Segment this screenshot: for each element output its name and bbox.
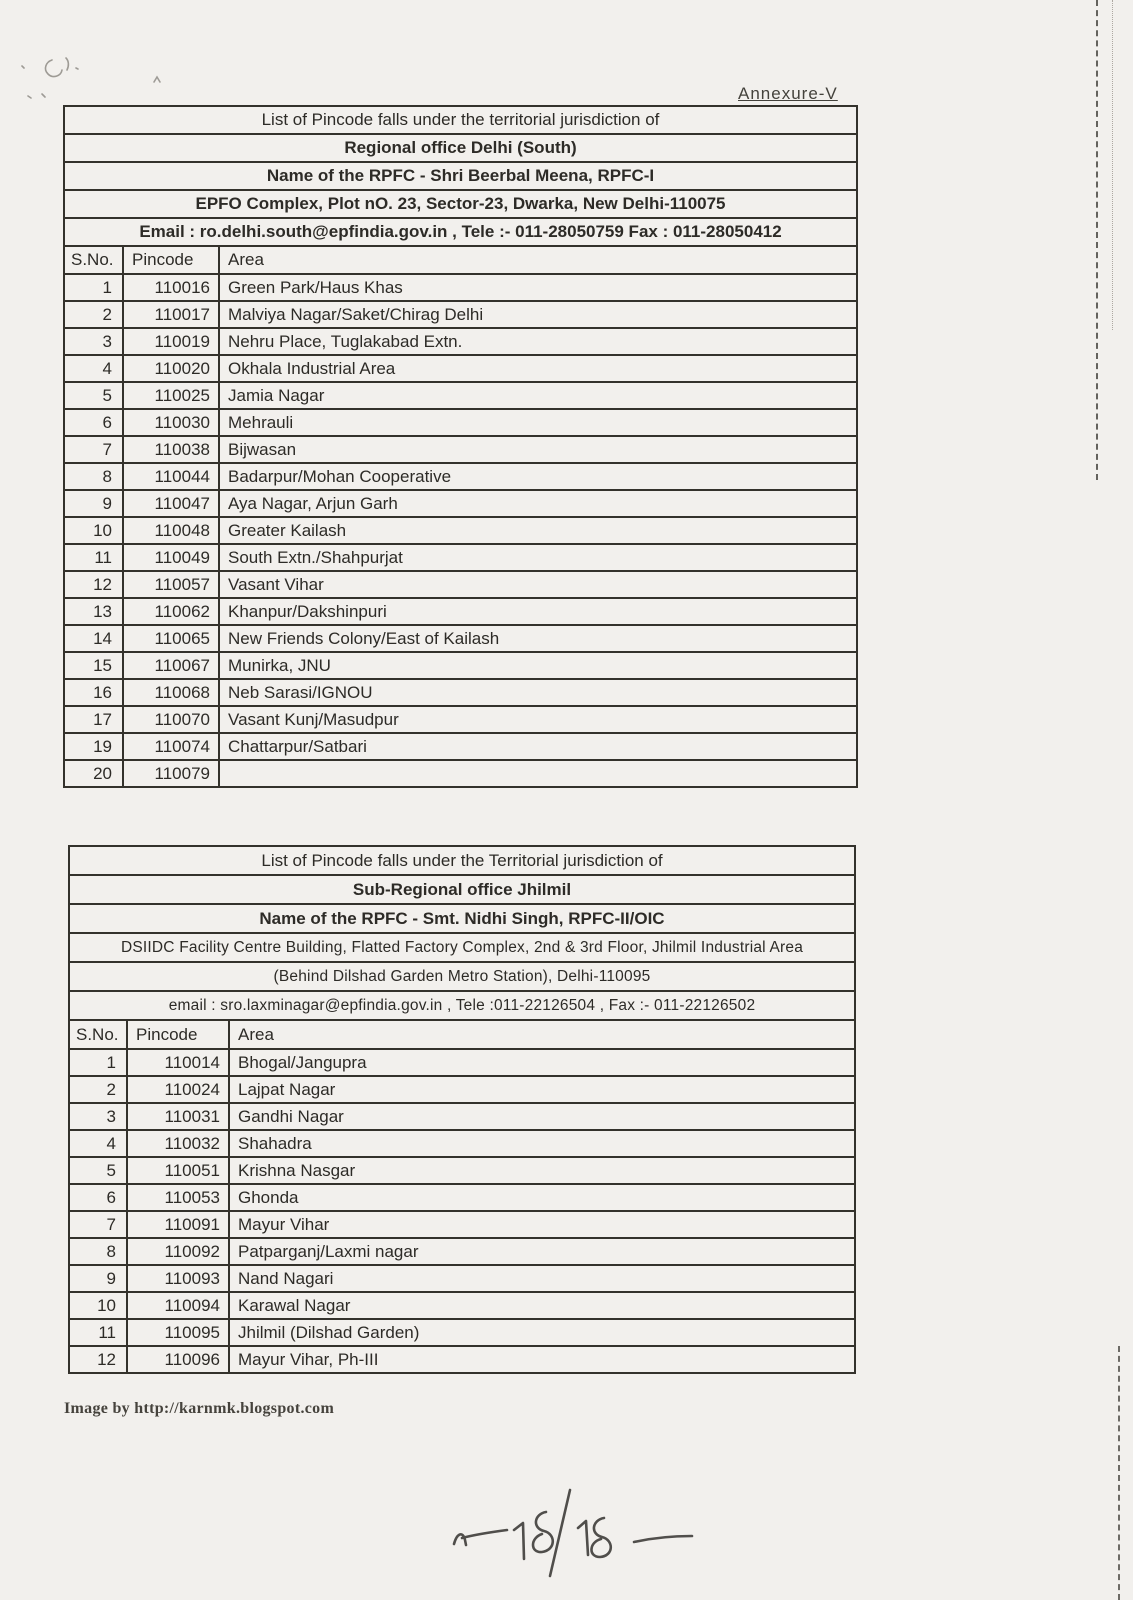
table-row xyxy=(69,1265,855,1292)
table-row xyxy=(64,274,857,301)
table2-address1: DSIIDC Facility Centre Building, Flatted Factory Complex, 2nd & 3rd Floor, Jhilmil Industrial Area xyxy=(69,933,855,962)
row-pincode: 110093 xyxy=(127,1265,229,1292)
row-sno: 9 xyxy=(64,490,123,517)
table1-col-header-area: Area xyxy=(219,246,857,274)
row-pincode: 110051 xyxy=(127,1157,229,1184)
row-area: Munirka, JNU xyxy=(219,652,857,679)
table-row xyxy=(69,1076,855,1103)
table-row xyxy=(64,409,857,436)
table-row xyxy=(69,1292,855,1319)
row-sno: 7 xyxy=(64,436,123,463)
row-area: Bijwasan xyxy=(219,436,857,463)
row-sno: 8 xyxy=(69,1238,127,1265)
row-pincode: 110016 xyxy=(123,274,219,301)
scan-edge-line xyxy=(1118,1346,1120,1600)
table1-title: List of Pincode falls under the territorial jurisdiction of xyxy=(64,106,857,134)
row-area: Krishna Nasgar xyxy=(229,1157,855,1184)
row-area: Green Park/Haus Khas xyxy=(219,274,857,301)
pincode-table-jhilmil xyxy=(68,845,856,1374)
row-area: Chattarpur/Satbari xyxy=(219,733,857,760)
row-sno: 1 xyxy=(69,1049,127,1076)
row-sno: 10 xyxy=(69,1292,127,1319)
annexure-label: Annexure-V xyxy=(738,84,838,103)
row-area: Nand Nagari xyxy=(229,1265,855,1292)
row-pincode: 110065 xyxy=(123,625,219,652)
row-area: Vasant Kunj/Masudpur xyxy=(219,706,857,733)
table-row xyxy=(64,625,857,652)
table-row xyxy=(69,1238,855,1265)
row-pincode: 110032 xyxy=(127,1130,229,1157)
table-row xyxy=(64,355,857,382)
row-sno: 2 xyxy=(69,1076,127,1103)
row-area: Aya Nagar, Arjun Garh xyxy=(219,490,857,517)
row-pincode: 110096 xyxy=(127,1346,229,1373)
row-area: Bhogal/Jangupra xyxy=(229,1049,855,1076)
row-sno: 5 xyxy=(64,382,123,409)
table-row xyxy=(64,652,857,679)
row-area: Vasant Vihar xyxy=(219,571,857,598)
table2-title: List of Pincode falls under the Territorial jurisdiction of xyxy=(69,846,855,875)
row-pincode: 110057 xyxy=(123,571,219,598)
table-row xyxy=(69,1103,855,1130)
row-area: Malviya Nagar/Saket/Chirag Delhi xyxy=(219,301,857,328)
scan-edge-line xyxy=(1096,0,1098,480)
row-sno: 12 xyxy=(64,571,123,598)
table-row xyxy=(69,1184,855,1211)
table-row xyxy=(64,328,857,355)
table-row xyxy=(69,1211,855,1238)
table-row xyxy=(69,1130,855,1157)
row-area: Mehrauli xyxy=(219,409,857,436)
pincode-table-delhi-south xyxy=(63,105,858,788)
row-pincode: 110070 xyxy=(123,706,219,733)
row-pincode: 110017 xyxy=(123,301,219,328)
table-row xyxy=(64,463,857,490)
row-pincode: 110025 xyxy=(123,382,219,409)
table-row xyxy=(64,436,857,463)
row-pincode: 110031 xyxy=(127,1103,229,1130)
row-pincode: 110030 xyxy=(123,409,219,436)
row-area: Gandhi Nagar xyxy=(229,1103,855,1130)
row-pincode: 110094 xyxy=(127,1292,229,1319)
row-pincode: 110038 xyxy=(123,436,219,463)
row-sno: 11 xyxy=(69,1319,127,1346)
table1-rpfc: Name of the RPFC - Shri Beerbal Meena, RPFC-I xyxy=(64,162,857,190)
table-row xyxy=(64,517,857,544)
row-pincode: 110024 xyxy=(127,1076,229,1103)
row-area: Jamia Nagar xyxy=(219,382,857,409)
row-pincode: 110047 xyxy=(123,490,219,517)
row-pincode: 110095 xyxy=(127,1319,229,1346)
row-pincode: 110091 xyxy=(127,1211,229,1238)
table-row xyxy=(64,679,857,706)
row-sno: 7 xyxy=(69,1211,127,1238)
row-area: Patparganj/Laxmi nagar xyxy=(229,1238,855,1265)
handwritten-page-number xyxy=(438,1478,708,1598)
row-area: Lajpat Nagar xyxy=(229,1076,855,1103)
row-pincode: 110068 xyxy=(123,679,219,706)
row-sno: 1 xyxy=(64,274,123,301)
row-pincode: 110014 xyxy=(127,1049,229,1076)
row-area: Badarpur/Mohan Cooperative xyxy=(219,463,857,490)
table2-office: Sub-Regional office Jhilmil xyxy=(69,875,855,904)
table2-col-header-pincode: Pincode xyxy=(127,1020,229,1049)
row-sno: 3 xyxy=(69,1103,127,1130)
row-area: New Friends Colony/East of Kailash xyxy=(219,625,857,652)
row-sno: 6 xyxy=(64,409,123,436)
table1-col-header-sno: S.No. xyxy=(64,246,123,274)
table-row xyxy=(64,733,857,760)
row-pincode: 110074 xyxy=(123,733,219,760)
row-pincode: 110067 xyxy=(123,652,219,679)
row-sno: 14 xyxy=(64,625,123,652)
table-row xyxy=(64,598,857,625)
row-area: Okhala Industrial Area xyxy=(219,355,857,382)
row-sno: 16 xyxy=(64,679,123,706)
footer-credit: Image by http://karnmk.blogspot.com xyxy=(64,1400,335,1417)
row-area: Mayur Vihar xyxy=(229,1211,855,1238)
row-area: Nehru Place, Tuglakabad Extn. xyxy=(219,328,857,355)
table1-office: Regional office Delhi (South) xyxy=(64,134,857,162)
table2-col-header-sno: S.No. xyxy=(69,1020,127,1049)
row-sno: 4 xyxy=(64,355,123,382)
row-sno: 4 xyxy=(69,1130,127,1157)
table-row xyxy=(64,544,857,571)
table-row xyxy=(64,706,857,733)
row-sno: 20 xyxy=(64,760,123,787)
row-sno: 2 xyxy=(64,301,123,328)
table-row xyxy=(69,1049,855,1076)
row-sno: 19 xyxy=(64,733,123,760)
table1-col-header-pincode: Pincode xyxy=(123,246,219,274)
row-area: Ghonda xyxy=(229,1184,855,1211)
table-row xyxy=(64,382,857,409)
row-sno: 3 xyxy=(64,328,123,355)
row-pincode: 110092 xyxy=(127,1238,229,1265)
row-sno: 6 xyxy=(69,1184,127,1211)
table2-col-header-area: Area xyxy=(229,1020,855,1049)
row-area: Karawal Nagar xyxy=(229,1292,855,1319)
row-sno: 11 xyxy=(64,544,123,571)
table-row xyxy=(69,1157,855,1184)
table2-contact: email : sro.laxminagar@epfindia.gov.in , Tele :011-22126504 , Fax :- 011-22126502 xyxy=(69,991,855,1020)
table1-address: EPFO Complex, Plot nO. 23, Sector-23, Dwarka, New Delhi-110075 xyxy=(64,190,857,218)
row-sno: 10 xyxy=(64,517,123,544)
row-area: South Extn./Shahpurjat xyxy=(219,544,857,571)
row-pincode: 110020 xyxy=(123,355,219,382)
row-area: Neb Sarasi/IGNOU xyxy=(219,679,857,706)
scan-edge-line xyxy=(1112,0,1113,330)
row-area: Shahadra xyxy=(229,1130,855,1157)
row-area: Khanpur/Dakshinpuri xyxy=(219,598,857,625)
row-area: Greater Kailash xyxy=(219,517,857,544)
row-sno: 15 xyxy=(64,652,123,679)
table-row xyxy=(69,1319,855,1346)
row-pincode: 110062 xyxy=(123,598,219,625)
row-area xyxy=(219,760,857,787)
table2-rpfc: Name of the RPFC - Smt. Nidhi Singh, RPFC-II/OIC xyxy=(69,904,855,933)
row-pincode: 110019 xyxy=(123,328,219,355)
row-pincode: 110044 xyxy=(123,463,219,490)
row-sno: 12 xyxy=(69,1346,127,1373)
table2-address2: (Behind Dilshad Garden Metro Station), Delhi-110095 xyxy=(69,962,855,991)
row-pincode: 110053 xyxy=(127,1184,229,1211)
table-row xyxy=(64,301,857,328)
row-area: Jhilmil (Dilshad Garden) xyxy=(229,1319,855,1346)
row-pincode: 110049 xyxy=(123,544,219,571)
row-pincode: 110048 xyxy=(123,517,219,544)
table-row xyxy=(69,1346,855,1373)
table-row xyxy=(64,760,857,787)
row-sno: 9 xyxy=(69,1265,127,1292)
row-sno: 13 xyxy=(64,598,123,625)
table1-contact: Email : ro.delhi.south@epfindia.gov.in , Tele :- 011-28050759 Fax : 011-28050412 xyxy=(64,218,857,246)
row-sno: 17 xyxy=(64,706,123,733)
table-row xyxy=(64,571,857,598)
table-row xyxy=(64,490,857,517)
row-sno: 8 xyxy=(64,463,123,490)
row-sno: 5 xyxy=(69,1157,127,1184)
row-area: Mayur Vihar, Ph-III xyxy=(229,1346,855,1373)
row-pincode: 110079 xyxy=(123,760,219,787)
